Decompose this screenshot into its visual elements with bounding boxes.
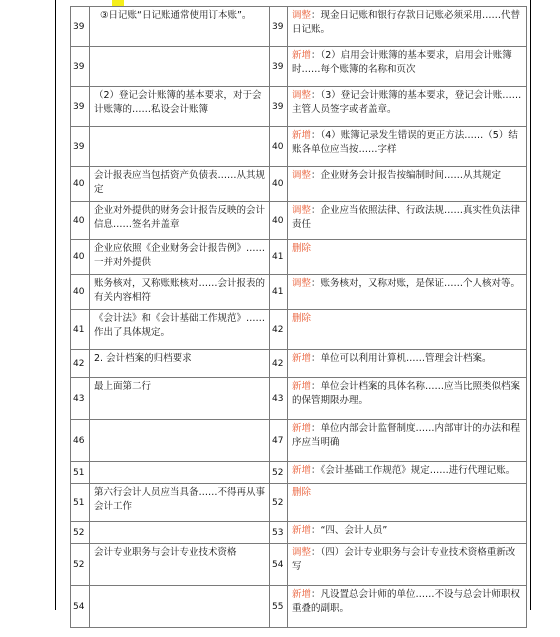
table-row: [71, 378, 527, 420]
old-content: （2）登记会计账簿的基本要求，对于会计账簿的……私设会计账簿: [90, 87, 270, 127]
new-content: [288, 378, 527, 420]
new-page-number: 42: [270, 310, 288, 350]
change-description: ：（4）账簿记录发生错误的更正方法……（5）结账各单位应当按……字样: [292, 130, 518, 155]
change-description: ：账务核对，又称对账，是保证……个人核对等。: [311, 278, 521, 289]
old-page-number: 54: [71, 586, 90, 628]
table-row: [71, 522, 527, 544]
change-description: ：单位内部会计监督制度……内部审计的办法和程序应当明确: [292, 423, 521, 448]
new-page-number: 39: [270, 7, 288, 47]
new-content: [288, 275, 527, 310]
new-content: [288, 544, 527, 586]
new-content: [288, 47, 527, 87]
new-page-number: 47: [270, 420, 288, 462]
old-content: ③日记账“日记账通常使用订本账”。: [90, 7, 270, 47]
change-type-label: 调整: [292, 547, 312, 558]
new-page-number: 40: [270, 167, 288, 202]
new-page-number: 41: [270, 275, 288, 310]
new-content: [288, 484, 527, 522]
change-type-label: 新增: [292, 353, 312, 364]
old-page-number: 39: [71, 7, 90, 47]
change-type-label: 新增: [292, 423, 312, 434]
change-type-label: 新增: [292, 50, 312, 61]
change-type-label: 新增: [292, 381, 312, 392]
table-row: [71, 544, 527, 586]
new-page-number: 40: [270, 202, 288, 240]
change-description: ：“四、会计人员”: [311, 525, 388, 536]
old-page-number: 40: [71, 202, 90, 240]
old-content: 2. 会计档案的归档要求: [90, 350, 270, 378]
change-type-label: 删除: [292, 313, 312, 324]
change-description: ：企业应当依照法律、行政法规……真实性负法律责任: [292, 205, 521, 230]
new-content: [288, 522, 527, 544]
table-row: [71, 462, 527, 484]
old-content: 企业应依照《企业财务会计报告例》……一并对外提供: [90, 240, 270, 275]
old-content: 会计报表应当包括资产负债表……从其规定: [90, 167, 270, 202]
old-content: [90, 420, 270, 462]
table-row: [71, 310, 527, 350]
table-row: [71, 47, 527, 87]
change-type-label: 调整: [292, 170, 312, 181]
table-row: [71, 167, 527, 202]
new-content: [288, 202, 527, 240]
table-row: [71, 87, 527, 127]
old-page-number: 42: [71, 350, 90, 378]
old-content: 第六行会计人员应当具备……不得再从事会计工作: [90, 484, 270, 522]
change-type-label: 调整: [292, 205, 312, 216]
new-content: [288, 586, 527, 628]
new-page-number: 53: [270, 522, 288, 544]
old-content: 企业对外提供的财务会计报告反映的会计信息……签名并盖章: [90, 202, 270, 240]
new-content: [288, 240, 527, 275]
old-page-number: 51: [71, 462, 90, 484]
change-type-label: 调整: [292, 278, 312, 289]
old-content: 账务核对，又称账账核对……会计报表的有关内容相符: [90, 275, 270, 310]
new-content: [288, 87, 527, 127]
change-type-label: 新增: [292, 465, 312, 476]
old-content: 《会计法》和《会计基础工作规范》……作出了具体规定。: [90, 310, 270, 350]
old-content: [90, 127, 270, 167]
change-description: ：单位会计档案的具体名称……应当比照类似档案的保管期限办理。: [292, 381, 521, 406]
table-row: [71, 202, 527, 240]
table-row: [71, 127, 527, 167]
table-row: [71, 484, 527, 522]
table-row: [71, 240, 527, 275]
old-page-number: 40: [71, 167, 90, 202]
old-page-number: 52: [71, 522, 90, 544]
new-content: [288, 462, 527, 484]
old-page-number: 40: [71, 275, 90, 310]
old-content: [90, 586, 270, 628]
revision-table: [70, 6, 527, 628]
new-page-number: 55: [270, 586, 288, 628]
change-description: ：企业财务会计报告按编制时间……从其规定: [311, 170, 502, 181]
table-row: [71, 420, 527, 462]
new-page-number: 54: [270, 544, 288, 586]
old-page-number: 39: [71, 47, 90, 87]
old-page-number: 40: [71, 240, 90, 275]
change-description: ：现金日记账和银行存款日记账必须采用……代替日记账。: [292, 10, 521, 35]
old-page-number: 39: [71, 87, 90, 127]
change-description: ：（2）启用会计账簿的基本要求，启用会计账簿时……每个账簿的名称和页次: [292, 50, 512, 75]
new-content: [288, 127, 527, 167]
new-content: [288, 350, 527, 378]
new-page-number: 39: [270, 87, 288, 127]
change-description: ：凡设置总会计师的单位……不设与总会计师职权重叠的副职。: [292, 589, 521, 614]
old-page-number: 43: [71, 378, 90, 420]
new-content: [288, 7, 527, 47]
table-row: [71, 350, 527, 378]
change-type-label: 新增: [292, 589, 312, 600]
old-page-number: 41: [71, 310, 90, 350]
old-page-number: 46: [71, 420, 90, 462]
old-content: 最上面第二行: [90, 378, 270, 420]
change-description: ：（四）会计专业职务与会计专业技术资格重新改写: [292, 547, 516, 572]
table-row: [71, 275, 527, 310]
new-page-number: 40: [270, 127, 288, 167]
new-page-number: 42: [270, 350, 288, 378]
old-page-number: 51: [71, 484, 90, 522]
new-page-number: 41: [270, 240, 288, 275]
old-content: 会计专业职务与会计专业技术资格: [90, 544, 270, 586]
old-content: [90, 47, 270, 87]
revision-table-body: [71, 7, 527, 628]
table-row: [71, 7, 527, 47]
old-page-number: 52: [71, 544, 90, 586]
old-content: [90, 462, 270, 484]
new-content: [288, 420, 527, 462]
change-type-label: 删除: [292, 243, 312, 254]
old-content: [90, 522, 270, 544]
new-page-number: 52: [270, 462, 288, 484]
change-description: ：单位可以利用计算机……管理会计档案。: [311, 353, 492, 364]
change-type-label: 调整: [292, 90, 312, 101]
change-type-label: 新增: [292, 525, 312, 536]
new-page-number: 43: [270, 378, 288, 420]
change-description: ：（3）登记会计账簿的基本要求，登记会计账……主管人员签字或者盖章。: [292, 90, 522, 115]
change-type-label: 删除: [292, 487, 312, 498]
old-page-number: 39: [71, 127, 90, 167]
new-content: [288, 310, 527, 350]
new-page-number: 52: [270, 484, 288, 522]
new-content: [288, 167, 527, 202]
change-type-label: 调整: [292, 10, 312, 21]
change-type-label: 新增: [292, 130, 312, 141]
new-page-number: 39: [270, 47, 288, 87]
table-row: [71, 586, 527, 628]
change-description: ：《会计基础工作规范》规定……进行代理记账。: [311, 465, 516, 476]
